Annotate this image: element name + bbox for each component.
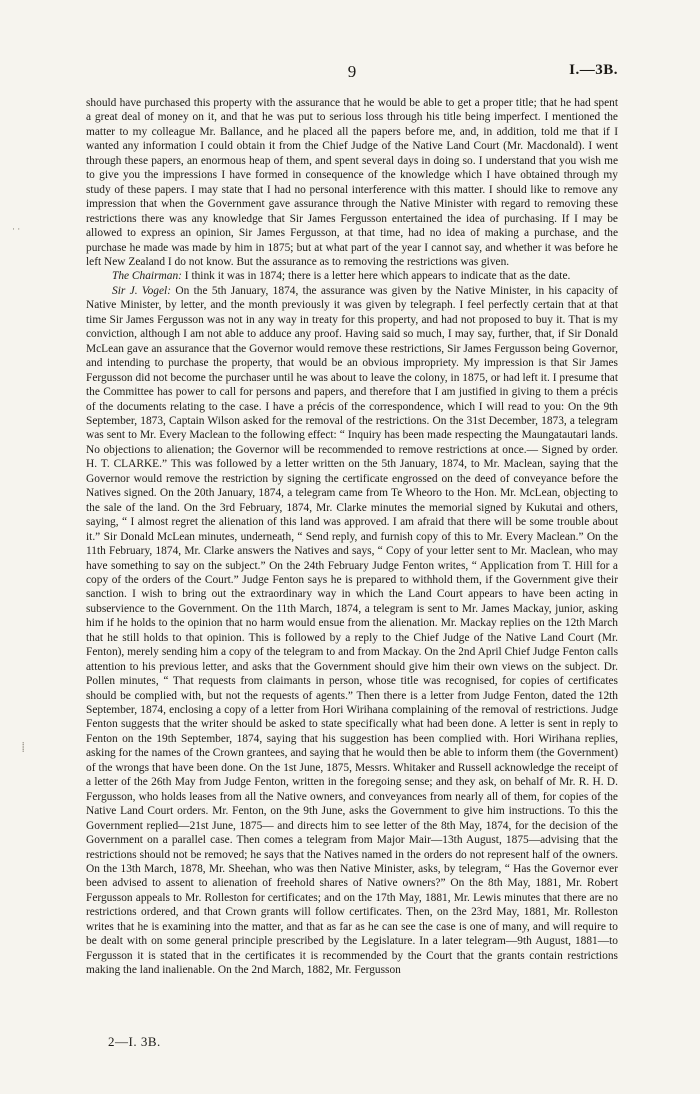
margin-mark: · ·	[12, 224, 21, 234]
paragraph-text: I think it was in 1874; there is a letter here which appears to indicate that as the date.	[184, 270, 571, 283]
speaker-label: The Chairman:	[112, 270, 182, 283]
speaker-label: Sir J. Vogel:	[112, 284, 171, 297]
paragraph-vogel	[86, 284, 618, 978]
page-header	[86, 62, 618, 82]
paragraph-text: On the 5th January, 1874, the assurance was given by the Native Minister, in his capacity of Native Minister, by letter, and the month previously it was given by telegraph. I feel perfectly certain that at that time Sir James Fergusson was not in any way in treaty for this property, and had not proposed to buy it. That is my conviction, although I am not able to adduce any proof. Having said so much, I may say, further, that, if Sir Donald McLean gave an assurance that the Governor would remove these restrictions, Sir James Fergusson being Governor, and intending to purchase the property, that would be an obvious impropriety. My impression is that Sir James Fergusson did not become the purchaser until he was about to leave the colony, in 1875, or had left it. I presume that the Committee has power to call for persons and papers, and therefore that I am justified in giving to them a précis of the documents relating to the case. I have a précis of the correspondence, which I will read to you: On the 9th September, 1873, Captain Wilson asked for the removal of the restrictions. On the 31st December, 1873, a telegram was sent to Mr. Every Maclean to the following effect: “ Inquiry has been made respecting the Maungatautari lands. No objections to alienation; the Governor will be recommended to remove restrictions at once.— Signed by order. H. T. CLARKE.” This was followed by a letter written on the 5th January, 1874, to Mr. Maclean, saying that the Governor would remove the restriction by signing the certificate engrossed on the deed of conveyance before the Natives signed. On the 20th January, 1874, a telegram came from Te Wheoro to the Hon. Mr. McLean, objecting to the sale of the land. On the 3rd February, 1874, Mr. Clarke minutes the memorial signed by Kukutai and others, saying, “ I almost regret the alienation of this land was approved. I am afraid that there will be some trouble about it.” Sir Donald McLean minutes, underneath, “ Send reply, and furnish copy of this to Mr. Every Maclean.” On the 11th February, 1874, Mr. Clarke answers the Natives and says, “ Copy of your letter sent to Mr. Maclean, who may have something to say on the subject.” On the 24th February Judge Fenton writes, “ Application from T. Hill for a copy of the orders of the Court.” Judge Fenton says he is prepared to withhold them, if the Government give their sanction. I wish to bring out the extraordinary way in which the Land Court appears to have been acting in subservience to the Government. On the 11th March, 1874, a telegram is sent to Mr. James Mackay, junior, asking him if he holds to the opinion that no harm would ensue from the alienation. Mr. Mackay replies on the 12th March that he still holds to that opinion. This is followed by a reply to the Chief Judge of the Native Land Court (Mr. Fenton), merely sending him a copy of the telegram to and from Mackay. On the 2nd April Chief Judge Fenton calls attention to his previous letter, and asks that the Government should give him their own views on the subject. Dr. Pollen minutes, “ That requests from claimants in person, whose title was recognised, for copies of certificates should be complied with, but not the requests of agents.” Then there is a letter from Judge Fenton, dated the 12th September, 1874, enclosing a copy of a letter from Hori Wirihana complaining of the removal of restrictions. Judge Fenton suggests that the writer should be asked to state specifically what had been done. A letter is sent in reply to Fenton on the 19th September, 1874, saying that his suggestion has been complied with. Hori Wirihana replies, asking for the names of the Crown grantees, and saying that he would then be able to inform them (the Government) of the wrongs that have been done. On the 1st June, 1875, Messrs. Whitaker and Russell acknowledge the receipt of a letter of the 26th May from Judge Fenton, written in the foregoing sense; and they ask, on behalf of Mr. R. H. D. Fergusson, who holds leases from all the Native owners, and conveyances from nearly all of them, for copies of the Native Land Court orders. Mr. Fenton, on the 9th June, asks the Government to give him instructions. To this the Government replied—21st June, 1875— and directs him to see letter of the 8th May, 1874, for the decision of the Government on a parallel case. Then comes a telegram from Major Mair—13th August, 1875—advising that the restrictions should not be removed; he says that the Natives named in the orders do not represent half of the owners. On the 13th March, 1878, Mr. Sheehan, who was then Native Minister, asks, by telegram, “ Has the Governor ever been advised to assent to alienation of freehold shares of Native owners?” On the 8th May, 1881, Mr. Robert Fergusson appeals to Mr. Rolleston for certificates; and on the 17th May, 1881, Mr. Lewis minutes that there are no restrictions ordered, and that Crown grants will follow certificates. Then, on the 23rd May, 1881, Mr. Rolleston writes that he is examining into the matter, and that as far as he can see the case is one of many, and will require to be dealt with on some general principle prescribed by the Legislature. In a later telegram—9th August, 1881—to Fergusson it is stated that in the certificates it is recommended by the Court that the grants contain restrictions making the land inalienable. On the 2nd March, 1882, Mr. Fergusson	[86, 284, 618, 977]
document-reference: I.—3B.	[569, 62, 618, 78]
page-number: 9	[347, 62, 357, 81]
signature-mark: 2—I. 3B.	[108, 1034, 161, 1049]
paragraph-chairman	[86, 269, 618, 283]
margin-mark: ⸽	[22, 742, 25, 752]
document-body	[86, 96, 618, 978]
paragraph-text: should have purchased this property with the assurance that he would be able to get a proper title; that he had spent a great deal of money on it, and that he was put to serious loss through his title being imperfect. I mentioned the matter to my colleague Mr. Ballance, and he placed all the papers before me, and, in addition, told me that if I wanted any information I could obtain it from the Chief Judge of the Native Land Court (Mr. Macdonald). I went through these papers, an enormous heap of them, and spent several days in doing so. I understand that you wish me to give you the impressions I have formed in consequence of the knowledge which I have obtained through my study of these papers. I may state that I had no personal interference with this matter. I should like to remove any impression that when the Government gave assurance through the Native Minister with regard to removing these restrictions there was any knowledge that Sir James Fergusson entertained the idea of purchasing. If I may be allowed to express an opinion, Sir James Fergusson, at that time, had no idea of making a purchase, and the purchase he made was made by him in 1875; but at what part of the year I cannot say, and whether it was before he left New Zealand I do not know. But the assurance as to removing the restrictions was given.	[86, 97, 618, 268]
paragraph-continuation	[86, 96, 618, 269]
